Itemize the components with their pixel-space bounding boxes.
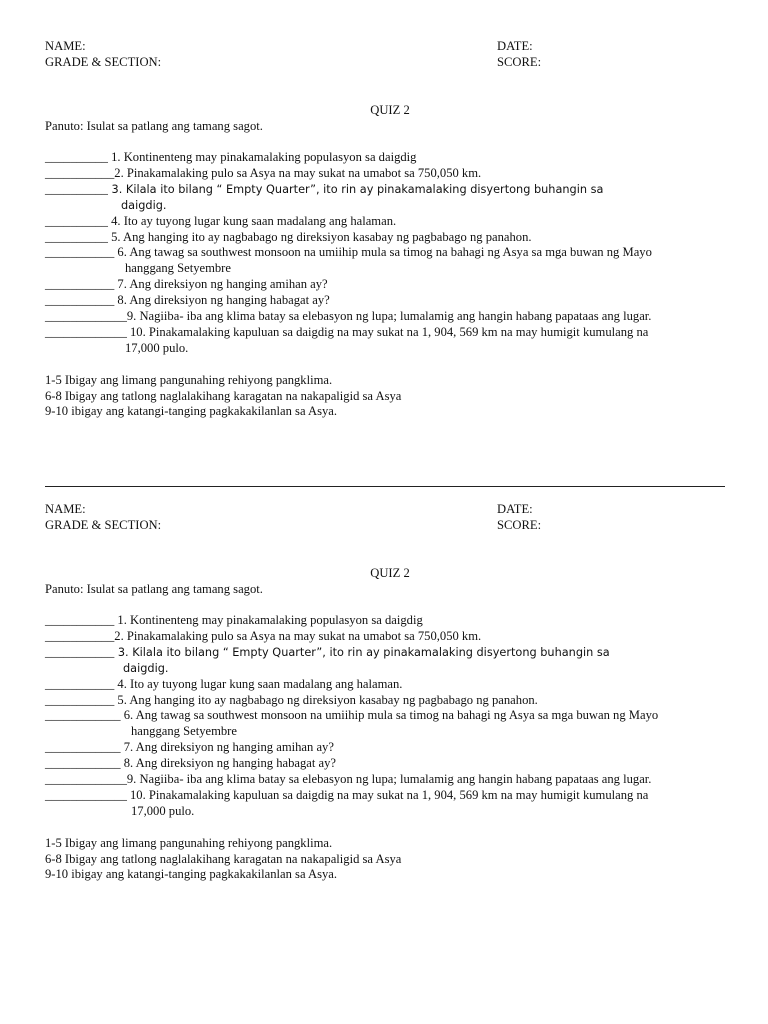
question-text: 1. Kontinenteng may pinakamalaking populasyon sa daigdig [107, 150, 417, 164]
question-1 [45, 613, 735, 629]
question-8 [45, 293, 735, 309]
question-1 [45, 150, 735, 166]
question-9 [45, 309, 735, 325]
question-10 [45, 325, 735, 341]
score-label: SCORE: [497, 518, 542, 532]
answer-blank: ___________ [45, 165, 115, 180]
answer-blank: _____________ [45, 309, 127, 324]
question-text: 10. Pinakamalaking kapuluan sa daigdig na may sukat na 1, 904, 569 km na may humigit kumulang na [126, 787, 649, 802]
quiz-sheet-2 [45, 501, 735, 883]
question-text: 2. Pinakamalaking pulo sa Asya na may sukat na umabot sa 750,050 km. [114, 165, 482, 180]
question-4 [45, 677, 735, 693]
quiz-notes [45, 373, 735, 420]
question-text: 3. Kilala ito bilang “ Empty Quarter”, ito rin ay pinakamalaking disyertong buhangin sa [114, 645, 610, 659]
answer-blank: _____________ [45, 324, 127, 339]
answer-blank: ___________ [45, 644, 115, 659]
name-label: NAME: [45, 502, 86, 516]
quiz-instruction: Panuto: Isulat sa patlang ang tamang sagot. [45, 119, 263, 133]
quiz-title: QUIZ 2 [370, 103, 410, 117]
quiz-sheet-1 [45, 38, 735, 420]
quiz-notes [45, 836, 735, 883]
question-6 [45, 708, 735, 724]
question-3 [45, 182, 735, 198]
note-3: 9-10 ibigay ang katangi-tanging pagkakakilanlan sa Asya. [45, 867, 338, 882]
page-divider-line [45, 486, 725, 487]
question-list [45, 613, 735, 820]
question-text: 1. Kontinenteng may pinakamalaking populasyon sa daigdig [114, 613, 423, 627]
answer-blank: __________ [45, 181, 108, 196]
question-list [45, 150, 735, 357]
question-text: 8. Ang direksiyon ng hanging habagat ay? [114, 293, 330, 308]
question-text: 9. Nagiiba- iba ang klima batay sa elebasyon ng lupa; lumalamig ang hangin habang papataas ang lugar. [126, 772, 652, 787]
answer-blank: __________ [45, 150, 108, 164]
question-4 [45, 214, 735, 230]
answer-blank: _____________ [45, 772, 127, 787]
answer-blank: ___________ [45, 613, 115, 627]
answer-blank: _____________ [45, 787, 127, 802]
answer-blank: ___________ [45, 293, 115, 308]
question-text: 6. Ang tawag sa southwest monsoon na umiihip mula sa timog na bahagi ng Asya sa mga buwan ng Mayo [114, 245, 652, 260]
question-text: 4. Ito ay tuyong lugar kung saan madalang ang halaman. [107, 213, 397, 228]
question-6 [45, 245, 735, 261]
note-2: 6-8 Ibigay ang tatlong naglalakihang karagatan na nakapaligid sa Asya [45, 388, 402, 403]
answer-blank: ___________ [45, 676, 115, 691]
answer-blank: ____________ [45, 740, 121, 755]
question-text: 2. Pinakamalaking pulo sa Asya na may sukat na umabot sa 750,050 km. [114, 628, 482, 643]
question-5 [45, 693, 735, 709]
date-label: DATE: [497, 502, 533, 516]
answer-blank: __________ [45, 229, 108, 244]
question-3-continuation: daigdig. [121, 198, 167, 212]
answer-blank: ____________ [45, 756, 121, 771]
question-2 [45, 166, 735, 182]
score-label: SCORE: [497, 55, 542, 69]
note-1: 1-5 Ibigay ang limang pangunahing rehiyong pangklima. [45, 835, 333, 850]
question-5 [45, 230, 735, 246]
question-text: 7. Ang direksiyon ng hanging amihan ay? [114, 277, 328, 292]
question-7 [45, 277, 735, 293]
question-10-continuation: 17,000 pulo. [131, 803, 195, 818]
note-1: 1-5 Ibigay ang limang pangunahing rehiyong pangklima. [45, 372, 333, 387]
answer-blank: ___________ [45, 692, 115, 707]
quiz-instruction: Panuto: Isulat sa patlang ang tamang sagot. [45, 582, 263, 596]
grade-section-label: GRADE & SECTION: [45, 518, 162, 532]
question-text: 7. Ang direksiyon ng hanging amihan ay? [120, 740, 334, 755]
answer-blank: ___________ [45, 277, 115, 292]
question-3 [45, 645, 735, 661]
question-text: 6. Ang tawag sa southwest monsoon na umiihip mula sa timog na bahagi ng Asya sa mga buwan ng Mayo [120, 708, 659, 723]
quiz-header [45, 501, 735, 533]
question-text: 4. Ito ay tuyong lugar kung saan madalang ang halaman. [114, 676, 403, 691]
question-10 [45, 788, 735, 804]
question-7 [45, 740, 735, 756]
answer-blank: ____________ [45, 708, 121, 723]
date-label: DATE: [497, 39, 533, 53]
question-10-continuation: 17,000 pulo. [125, 340, 189, 355]
quiz-title: QUIZ 2 [370, 566, 410, 580]
question-text: 5. Ang hanging ito ay nagbabago ng direksiyon kasabay ng pagbabago ng panahon. [107, 229, 532, 244]
question-2 [45, 629, 735, 645]
quiz-header [45, 38, 735, 70]
question-8 [45, 756, 735, 772]
grade-section-label: GRADE & SECTION: [45, 55, 162, 69]
note-3: 9-10 ibigay ang katangi-tanging pagkakakilanlan sa Asya. [45, 404, 338, 419]
answer-blank: __________ [45, 213, 108, 228]
note-2: 6-8 Ibigay ang tatlong naglalakihang karagatan na nakapaligid sa Asya [45, 851, 402, 866]
question-6-continuation: hanggang Setyembre [131, 724, 237, 739]
answer-blank: ___________ [45, 245, 115, 260]
question-6-continuation: hanggang Setyembre [125, 261, 231, 276]
question-3-continuation: daigdig. [123, 661, 169, 675]
name-label: NAME: [45, 39, 86, 53]
question-text: 8. Ang direksiyon ng hanging habagat ay? [120, 756, 337, 771]
question-text: 10. Pinakamalaking kapuluan sa daigdig na may sukat na 1, 904, 569 km na may humigit kumulang na [126, 324, 649, 339]
question-text: 9. Nagiiba- iba ang klima batay sa elebasyon ng lupa; lumalamig ang hangin habang papataas ang lugar. [126, 309, 652, 324]
question-text: 5. Ang hanging ito ay nagbabago ng direksiyon kasabay ng pagbabago ng panahon. [114, 692, 538, 707]
question-9 [45, 772, 735, 788]
answer-blank: ___________ [45, 628, 115, 643]
question-text: 3. Kilala ito bilang “ Empty Quarter”, ito rin ay pinakamalaking disyertong buhangin sa [107, 182, 604, 196]
